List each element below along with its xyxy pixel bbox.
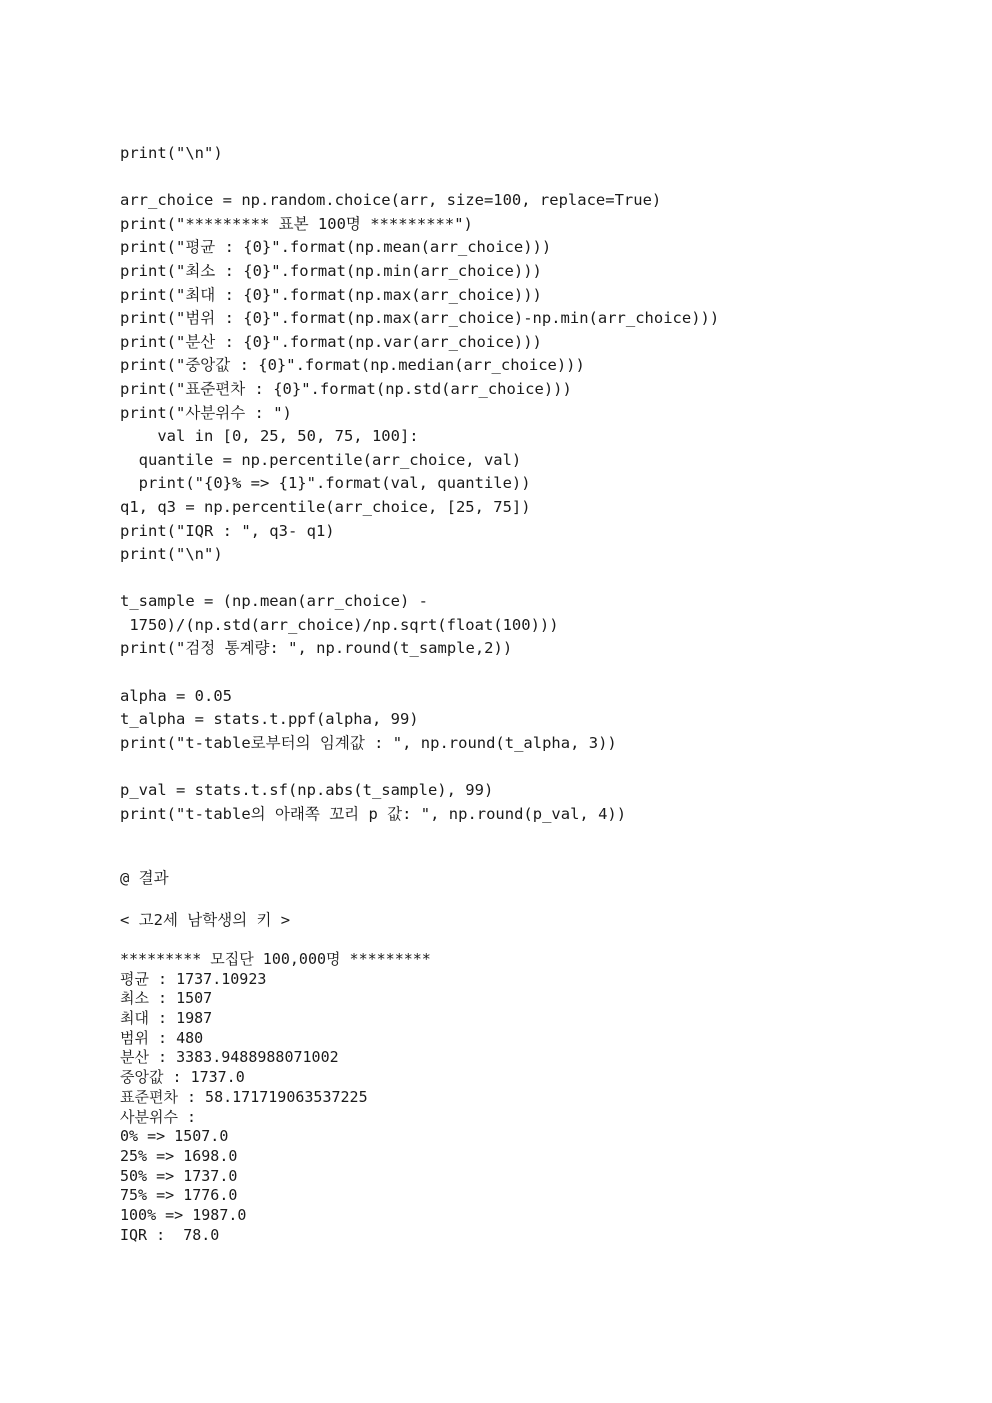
result-line: 중앙값 : 1737.0 bbox=[120, 1068, 245, 1087]
code-line: print("********* 표본 100명 *********") bbox=[120, 214, 473, 233]
code-line: print("검정 통계량: ", np.round(t_sample,2)) bbox=[120, 639, 513, 658]
result-line: 표준편차 : 58.171719063537225 bbox=[120, 1087, 368, 1106]
code-line: 1750)/(np.std(arr_choice)/np.sqrt(float(100))) bbox=[120, 615, 559, 634]
code-line: print("{0}% => {1}".format(val, quantile)) bbox=[120, 474, 531, 493]
result-line: ********* 모집단 100,000명 ********* bbox=[120, 950, 431, 968]
result-heading: @ 결과 bbox=[120, 869, 169, 887]
code-line: print("\n") bbox=[120, 144, 223, 162]
code-line: print("t-table로부터의 임계값 : ", np.round(t_alpha, 3)) bbox=[120, 733, 617, 752]
code-line: alpha = 0.05 bbox=[120, 686, 232, 705]
result-line: 평균 : 1737.10923 bbox=[120, 969, 267, 988]
code-line-blank bbox=[120, 661, 940, 685]
result-line: 최소 : 1507 bbox=[120, 989, 213, 1008]
code-line: quantile = np.percentile(arr_choice, val) bbox=[120, 450, 522, 469]
code-line: print("분산 : {0}".format(np.var(arr_choice))) bbox=[120, 332, 542, 351]
code-line: t_sample = (np.mean(arr_choice) - bbox=[120, 592, 428, 611]
result-subtitle: < 고2세 남학생의 키 > bbox=[120, 911, 291, 929]
code-line: t_alpha = stats.t.ppf(alpha, 99) bbox=[120, 710, 419, 729]
result-line: IQR : 78.0 bbox=[120, 1225, 220, 1244]
code-line: arr_choice = np.random.choice(arr, size=100, replace=True) bbox=[120, 191, 662, 210]
code-line-blank bbox=[120, 166, 940, 190]
code-line: print("사분위수 : ") bbox=[120, 403, 292, 422]
result-line: 75% => 1776.0 bbox=[120, 1186, 238, 1205]
code-line: print("\n") bbox=[120, 545, 223, 564]
code-line: print("최소 : {0}".format(np.min(arr_choice))) bbox=[120, 261, 542, 280]
code-line: print("범위 : {0}".format(np.max(arr_choice)-np.min(arr_choice))) bbox=[120, 309, 720, 328]
code-line: print("평균 : {0}".format(np.mean(arr_choice))) bbox=[120, 238, 552, 257]
code-line-blank bbox=[120, 755, 940, 779]
result-line: 최대 : 1987 bbox=[120, 1009, 213, 1028]
code-line: val in [0, 25, 50, 75, 100]: bbox=[120, 427, 419, 446]
code-line: q1, q3 = np.percentile(arr_choice, [25, 75]) bbox=[120, 497, 531, 516]
code-line: print("최대 : {0}".format(np.max(arr_choice))) bbox=[120, 285, 542, 304]
result-line: 사분위수 : bbox=[120, 1107, 197, 1126]
result-line: 0% => 1507.0 bbox=[120, 1127, 229, 1146]
result-line: 25% => 1698.0 bbox=[120, 1146, 238, 1165]
code-line: print("표준편차 : {0}".format(np.std(arr_choice))) bbox=[120, 379, 572, 398]
code-line: print("IQR : ", q3- q1) bbox=[120, 521, 335, 540]
code-line: p_val = stats.t.sf(np.abs(t_sample), 99) bbox=[120, 781, 494, 800]
code-line: print("t-table의 아래쪽 꼬리 p 값: ", np.round(p_val, 4)) bbox=[120, 804, 627, 823]
code-block bbox=[120, 142, 940, 826]
result-line: 분산 : 3383.9488988071002 bbox=[120, 1048, 339, 1067]
code-line: print("중앙값 : {0}".format(np.median(arr_choice))) bbox=[120, 356, 585, 375]
result-line: 100% => 1987.0 bbox=[120, 1205, 247, 1224]
result-line: 50% => 1737.0 bbox=[120, 1166, 238, 1185]
result-line: 범위 : 480 bbox=[120, 1028, 204, 1047]
code-line-blank bbox=[120, 567, 940, 591]
result-output bbox=[120, 950, 940, 1245]
